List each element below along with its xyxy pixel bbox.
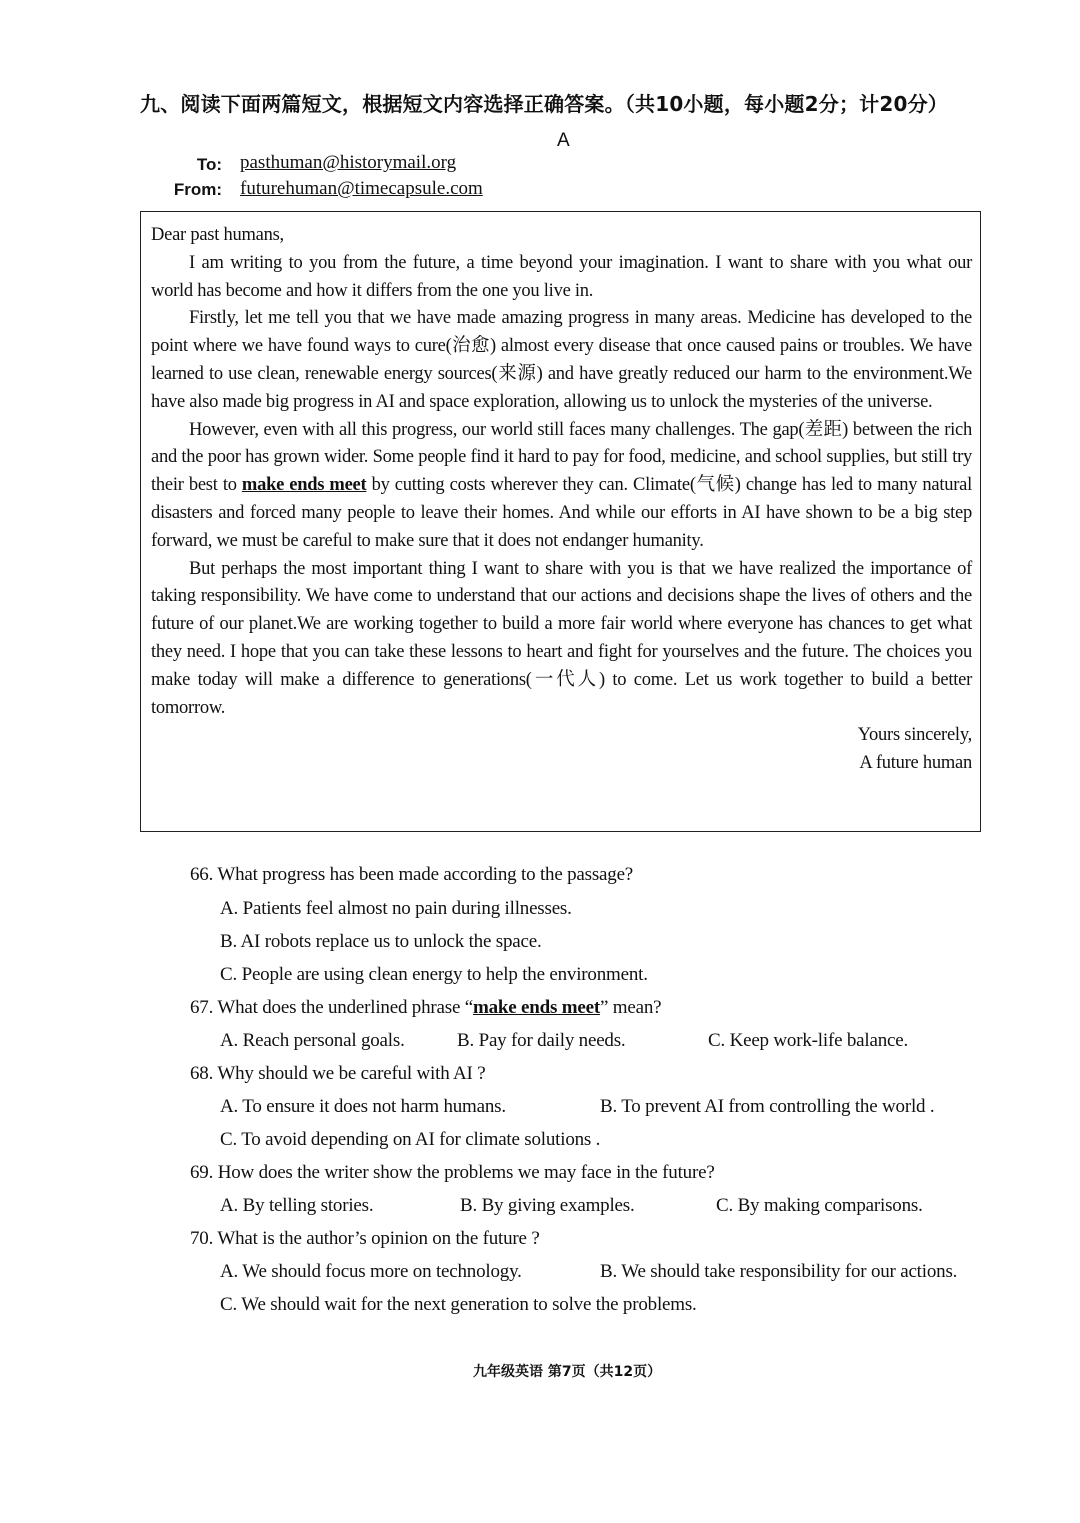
question-text: ” mean?	[599, 997, 662, 1018]
option-69-b[interactable]: B. By giving examples.	[460, 1195, 635, 1216]
option-70-a[interactable]: A. We should focus more on technology.	[220, 1261, 522, 1282]
question-67	[190, 997, 661, 1019]
from-address: futurehuman@timecapsule.com	[240, 178, 483, 199]
letter-box	[140, 211, 981, 832]
question-70: 70. What is the author’s opinion on the future ?	[190, 1228, 540, 1249]
section-title: 九、阅读下面两篇短文，根据短文内容选择正确答案。（共10小题，每小题2分；计20分）	[140, 92, 948, 116]
passage-label: A	[557, 130, 570, 151]
question-69: 69. How does the writer show the problems we may face in the future?	[190, 1162, 715, 1183]
option-69-a[interactable]: A. By telling stories.	[220, 1195, 374, 1216]
option-66-a[interactable]: A. Patients feel almost no pain during illnesses.	[220, 898, 572, 919]
option-66-c[interactable]: C. People are using clean energy to help the environment.	[220, 964, 648, 985]
option-67-a[interactable]: A. Reach personal goals.	[220, 1030, 405, 1051]
page-footer: 九年级英语 第7页（共12页）	[473, 1364, 662, 1380]
letter-greeting: Dear past humans,	[151, 225, 284, 245]
question-68: 68. Why should we be careful with AI ?	[190, 1063, 486, 1084]
option-67-c[interactable]: C. Keep work-life balance.	[708, 1030, 909, 1051]
letter-closing: Yours sincerely,	[857, 725, 972, 746]
option-67-b[interactable]: B. Pay for daily needs.	[457, 1030, 626, 1051]
paragraph-text: However, even with all this progress, our world still faces many challenges. The gap(差距) between the rich and the poor has grown wider. Some people find it hard to pay for food, medicine, and school supplies, but still try their best to	[151, 419, 972, 496]
question-66: 66. What progress has been made according to the passage?	[190, 864, 634, 885]
letter-paragraph-1: I am writing to you from the future, a time beyond your imagination. I want to share with you what our world has become and how it differs from the one you live in.	[151, 252, 972, 301]
letter-paragraph-4: But perhaps the most important thing I want to share with you is that we have realized the importance of taking responsibility. We have come to understand that our actions and decisions shape the lives of others and the future of our planet.We are working together to build a more fair world where everyone has chances to get what they need. I hope that you can take these lessons to heart and fight for yourselves and the future. The choices you make today will make a difference to generations(一代人) to come. Let us work together to build a better tomorrow.	[151, 558, 972, 718]
letter-paragraph-3	[151, 417, 972, 556]
letter-signature: A future human	[859, 753, 972, 774]
to-label: To:	[196, 155, 222, 174]
underlined-phrase: make ends meet	[472, 997, 600, 1018]
option-68-b[interactable]: B. To prevent AI from controlling the world .	[600, 1096, 935, 1117]
letter-paragraph-2: Firstly, let me tell you that we have made amazing progress in many areas. Medicine has developed to the point where we have found ways to cure(治愈) almost every disease that once caused pains or troubles. We have learned to use clean, renewable energy sources(来源) and have greatly reduced our harm to the environment.We have also made big progress in AI and space exploration, allowing us to unlock the mysteries of the universe.	[151, 308, 972, 412]
option-69-c[interactable]: C. By making comparisons.	[716, 1195, 923, 1216]
option-68-a[interactable]: A. To ensure it does not harm humans.	[220, 1096, 506, 1117]
option-68-c[interactable]: C. To avoid depending on AI for climate solutions .	[220, 1129, 601, 1150]
paragraph-text: by cutting costs wherever they can. Climate(气候) change has led to many natural disasters and forced many people to leave their homes. And while our efforts in AI have shown to be a big step forward, we must be careful to make sure that it does not endanger humanity.	[151, 475, 972, 551]
option-70-c[interactable]: C. We should wait for the next generation to solve the problems.	[220, 1294, 697, 1315]
option-70-b[interactable]: B. We should take responsibility for our actions.	[600, 1261, 958, 1282]
to-address: pasthuman@historymail.org	[240, 152, 457, 173]
underlined-phrase: make ends meet	[241, 475, 367, 496]
question-text: 67. What does the underlined phrase “	[190, 997, 473, 1018]
from-label: From:	[173, 180, 222, 199]
option-66-b[interactable]: B. AI robots replace us to unlock the space.	[220, 931, 542, 952]
